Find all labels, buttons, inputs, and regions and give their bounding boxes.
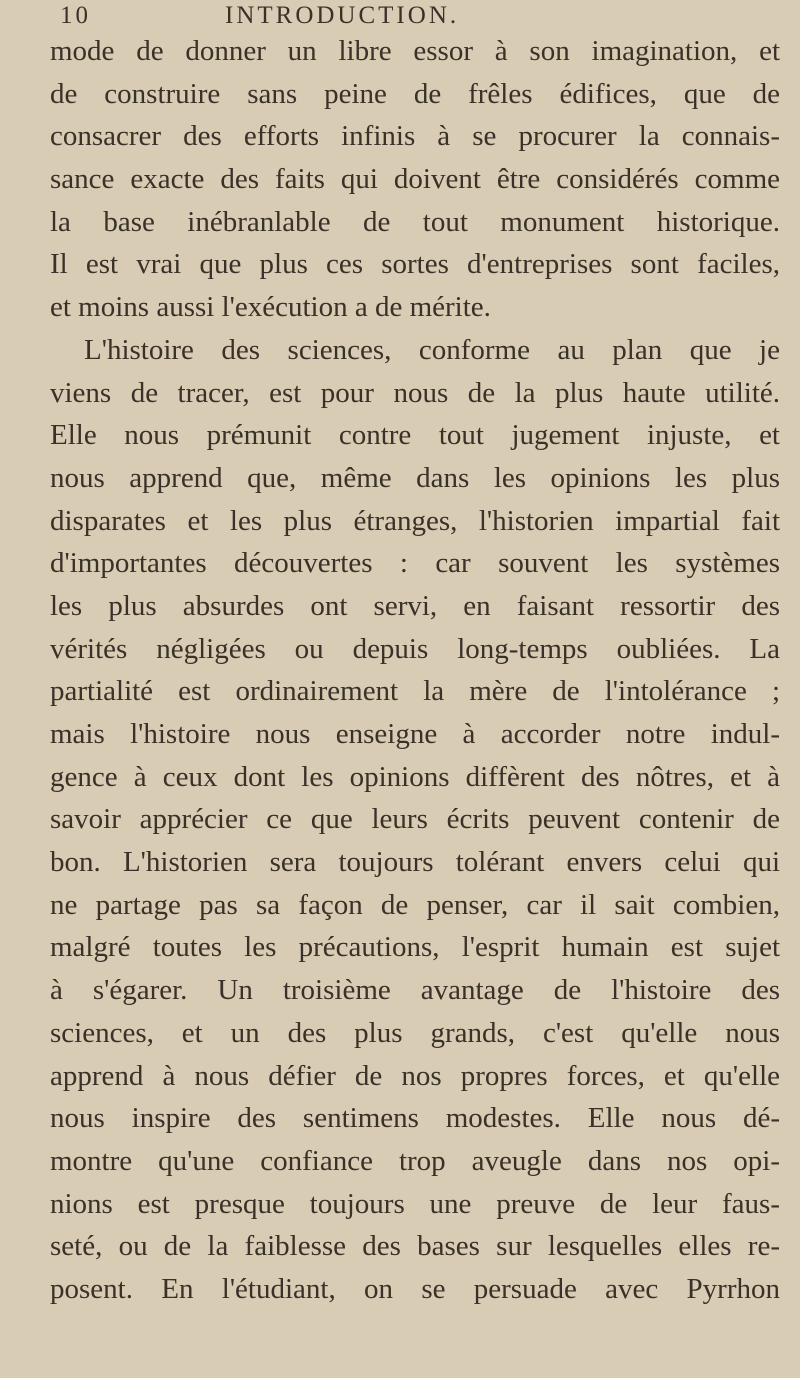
text-line: gence à ceux dont les opinions diffèrent des nôtres, et à xyxy=(50,760,780,793)
text-line: les plus absurdes ont servi, en faisant ressortir des xyxy=(50,589,780,622)
text-line: seté, ou de la faiblesse des bases sur lesquelles elles re- xyxy=(50,1230,780,1263)
page-number: 10 xyxy=(60,2,91,29)
text-line: L'histoire des sciences, conforme au plan que je xyxy=(84,333,780,366)
page-body xyxy=(50,30,780,1311)
text-line: Elle nous prémunit contre tout jugement injuste, et xyxy=(50,419,780,452)
text-line: et moins aussi l'exécution a de mérite. xyxy=(50,291,491,324)
text-line: vérités négligées ou depuis long-temps oubliées. La xyxy=(50,632,780,665)
text-line: la base inébranlable de tout monument historique. xyxy=(50,205,780,238)
text-line: nions est presque toujours une preuve de leur faus- xyxy=(50,1187,780,1220)
text-line: ne partage pas sa façon de penser, car il sait combien, xyxy=(50,888,780,921)
text-line: disparates et les plus étranges, l'historien impartial fait xyxy=(50,504,780,537)
text-line: nous inspire des sentimens modestes. Elle nous dé- xyxy=(50,1102,780,1135)
text-line: consacrer des efforts infinis à se procurer la connais- xyxy=(50,120,780,153)
running-title: INTRODUCTION. xyxy=(225,2,460,29)
text-line: Il est vrai que plus ces sortes d'entreprises sont faciles, xyxy=(50,248,780,281)
text-line: nous apprend que, même dans les opinions les plus xyxy=(50,461,780,494)
text-line: apprend à nous défier de nos propres forces, et qu'elle xyxy=(50,1059,780,1092)
text-line: viens de tracer, est pour nous de la plus haute utilité. xyxy=(50,376,780,409)
text-line: d'importantes découvertes : car souvent les systèmes xyxy=(50,547,780,580)
text-line: savoir apprécier ce que leurs écrits peuvent contenir de xyxy=(50,803,780,836)
text-line: mode de donner un libre essor à son imagination, et xyxy=(50,35,780,67)
text-line: à s'égarer. Un troisième avantage de l'histoire des xyxy=(50,974,780,1007)
text-line: malgré toutes les précautions, l'esprit humain est sujet xyxy=(50,931,780,964)
text-line: posent. En l'étudiant, on se persuade avec Pyrrhon xyxy=(50,1272,780,1305)
text-line: sciences, et un des plus grands, c'est qu'elle nous xyxy=(50,1016,780,1049)
text-line: de construire sans peine de frêles édifices, que de xyxy=(50,77,780,110)
text-line: mais l'histoire nous enseigne à accorder notre indul- xyxy=(50,718,780,750)
text-line: montre qu'une confiance trop aveugle dans nos opi- xyxy=(50,1144,780,1177)
text-line: sance exacte des faits qui doivent être considérés comme xyxy=(50,163,780,196)
text-line: bon. L'historien sera toujours tolérant envers celui qui xyxy=(50,846,780,879)
text-line: partialité est ordinairement la mère de l'intolérance ; xyxy=(50,675,780,708)
